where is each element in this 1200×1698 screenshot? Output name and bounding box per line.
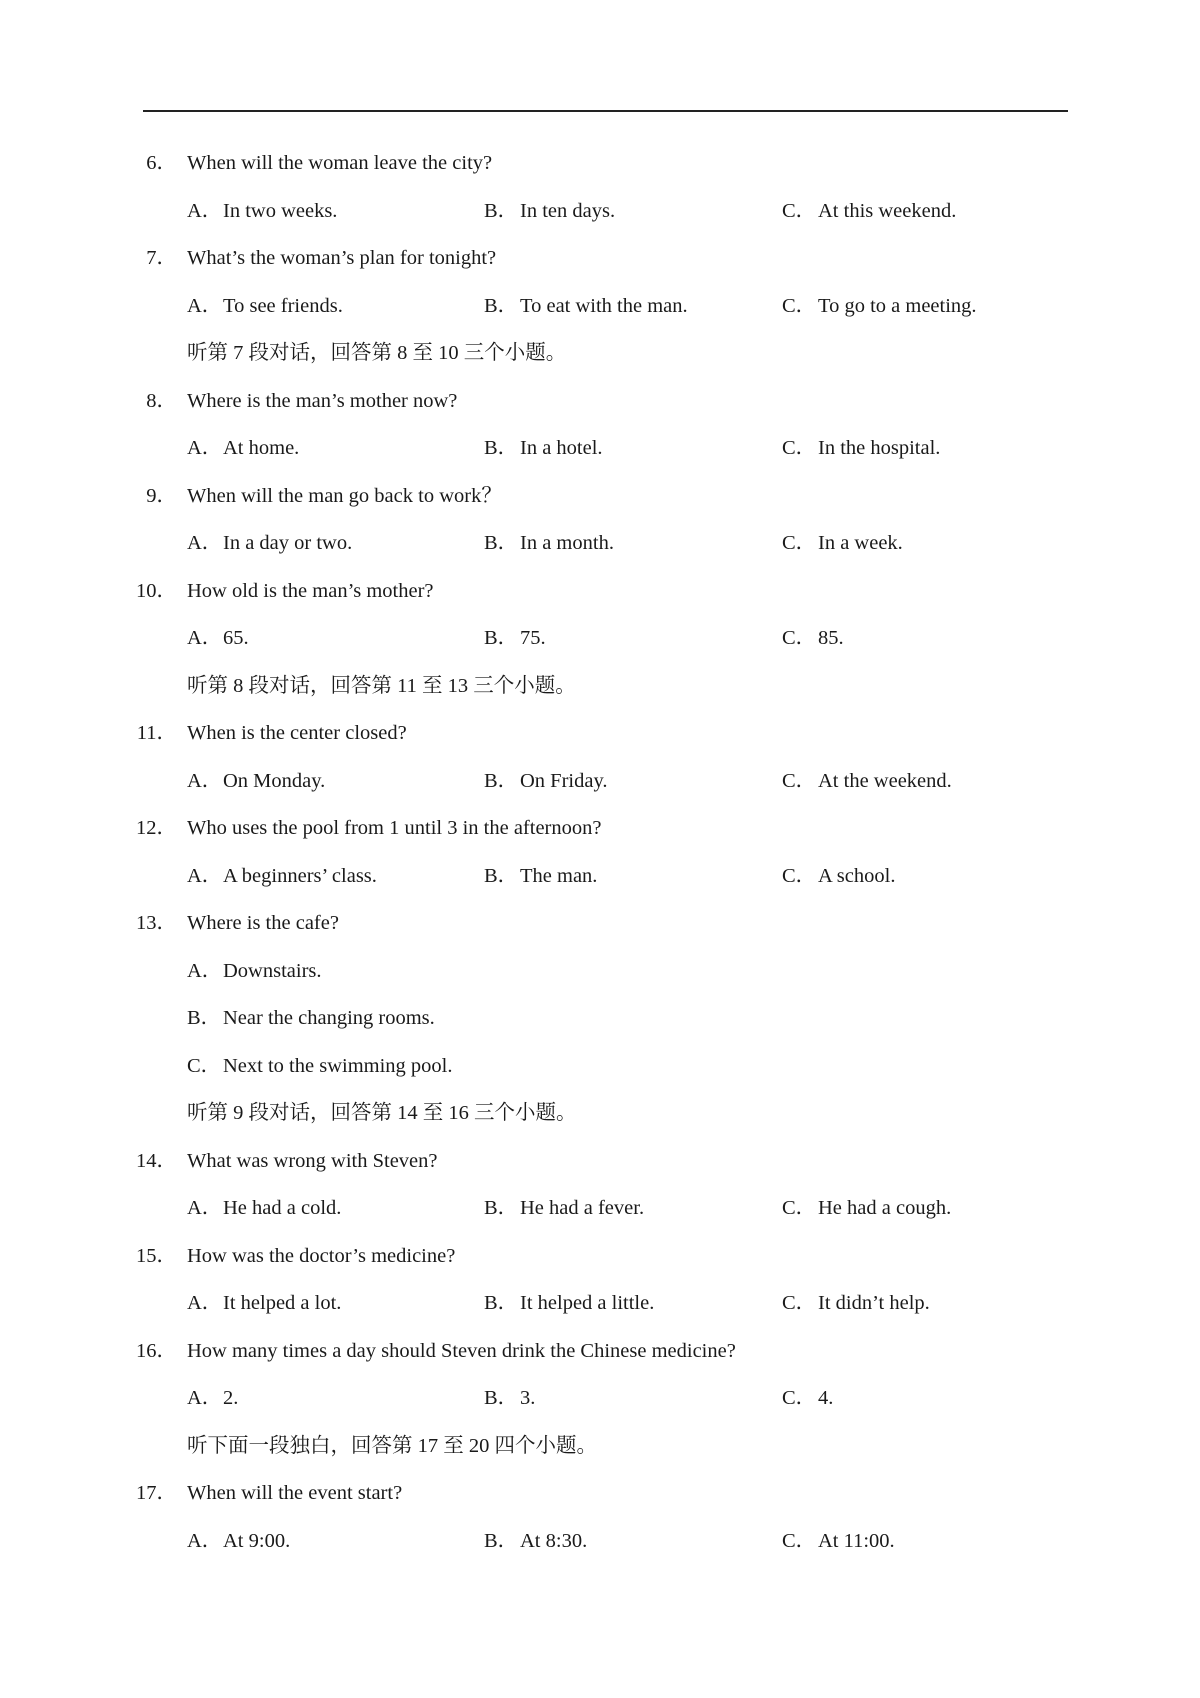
option-text: In a month. xyxy=(520,532,614,554)
option-label: C． xyxy=(782,437,817,459)
option-text: At 8:30. xyxy=(520,1529,588,1552)
question-number: 9． xyxy=(146,484,177,507)
option-label: B． xyxy=(484,1292,519,1314)
question-row xyxy=(0,140,1200,188)
answer-option[interactable] xyxy=(187,1185,341,1233)
option-label: C． xyxy=(782,1292,817,1314)
option-label: C． xyxy=(782,532,817,554)
options-row xyxy=(0,758,1200,806)
option-label: B． xyxy=(484,769,519,792)
answer-option[interactable] xyxy=(187,283,343,331)
option-label: A． xyxy=(187,532,223,554)
option-label: B． xyxy=(484,532,519,554)
answer-option[interactable] xyxy=(782,615,844,663)
option-label: B． xyxy=(484,1387,519,1409)
answer-option[interactable] xyxy=(484,1280,654,1328)
option-text: To eat with the man. xyxy=(520,294,688,317)
question-row xyxy=(0,1233,1200,1281)
question-number: 10． xyxy=(136,579,177,602)
answer-option[interactable] xyxy=(187,615,249,663)
option-label: B． xyxy=(484,1197,519,1219)
answer-option[interactable] xyxy=(484,1185,644,1233)
option-text: At 9:00. xyxy=(223,1529,291,1552)
option-text: In the hospital. xyxy=(818,437,941,459)
option-text: At the weekend. xyxy=(818,769,952,792)
option-label: B． xyxy=(484,627,519,649)
question-text: When will the woman leave the city? xyxy=(187,152,493,174)
options-row xyxy=(0,425,1200,473)
option-text: 2. xyxy=(223,1387,239,1409)
answer-option[interactable] xyxy=(484,425,603,473)
option-text: He had a cold. xyxy=(223,1197,342,1219)
option-label: A． xyxy=(187,294,223,317)
option-text: In a hotel. xyxy=(520,437,603,459)
option-label: B． xyxy=(187,1007,222,1029)
question-number: 6． xyxy=(146,152,177,174)
answer-option[interactable] xyxy=(782,1185,951,1233)
answer-option[interactable] xyxy=(782,758,952,806)
option-text: The man. xyxy=(520,864,598,887)
option-text: In ten days. xyxy=(520,199,616,222)
option-text: He had a fever. xyxy=(520,1197,645,1219)
question-text: Who uses the pool from 1 until 3 in the afternoon? xyxy=(187,817,602,839)
options-row xyxy=(0,283,1200,331)
question-row xyxy=(0,473,1200,521)
option-label: C． xyxy=(782,769,817,792)
question-number: 14． xyxy=(136,1149,177,1172)
option-text: In a week. xyxy=(818,532,903,554)
question-number: 11． xyxy=(136,722,177,744)
section-instruction xyxy=(0,330,1200,378)
option-label: C． xyxy=(187,1054,222,1077)
option-text: 3. xyxy=(520,1387,536,1409)
question-text: What’s the woman’s plan for tonight? xyxy=(187,247,497,269)
option-label: C． xyxy=(782,1529,817,1552)
question-number: 13． xyxy=(136,912,177,934)
question-row xyxy=(0,235,1200,283)
answer-option[interactable] xyxy=(484,1518,587,1566)
answer-option[interactable] xyxy=(484,1375,535,1423)
question-row xyxy=(0,1138,1200,1186)
answer-option[interactable] xyxy=(782,283,977,331)
options-row xyxy=(0,1375,1200,1423)
answer-option[interactable] xyxy=(782,1518,895,1566)
question-row xyxy=(0,1470,1200,1518)
options-row xyxy=(0,615,1200,663)
option-label: A． xyxy=(187,769,223,792)
answer-option[interactable] xyxy=(187,1518,290,1566)
option-label: B． xyxy=(484,1529,519,1552)
section-instruction xyxy=(0,663,1200,711)
option-label: A． xyxy=(187,1387,223,1409)
option-text: It didn’t help. xyxy=(818,1292,930,1314)
answer-option[interactable] xyxy=(782,1280,930,1328)
answer-option[interactable] xyxy=(187,425,299,473)
question-text: Where is the man’s mother now? xyxy=(187,389,458,412)
answer-option[interactable] xyxy=(782,188,956,236)
option-text: A school. xyxy=(818,864,896,887)
question-text: When is the center closed? xyxy=(187,722,407,744)
option-label: B． xyxy=(484,199,519,222)
option-text: On Monday. xyxy=(223,769,326,792)
question-row xyxy=(0,568,1200,616)
answer-option[interactable] xyxy=(187,520,352,568)
question-row xyxy=(0,710,1200,758)
answer-option[interactable] xyxy=(484,283,688,331)
option-label: C． xyxy=(782,1387,817,1409)
question-row xyxy=(0,378,1200,426)
answer-option[interactable] xyxy=(187,995,435,1043)
options-row xyxy=(0,1280,1200,1328)
option-text: In two weeks. xyxy=(223,199,338,222)
answer-option[interactable] xyxy=(187,948,322,996)
option-label: B． xyxy=(484,864,519,887)
question-text: Where is the cafe? xyxy=(187,912,339,934)
option-label: A． xyxy=(187,1292,223,1314)
option-text: 75. xyxy=(520,627,546,649)
option-text: He had a cough. xyxy=(818,1197,952,1219)
option-label: A． xyxy=(187,199,223,222)
option-label: B． xyxy=(484,294,519,317)
option-text: At 11:00. xyxy=(818,1529,895,1552)
question-row xyxy=(0,805,1200,853)
header-rule xyxy=(143,110,1068,112)
option-row xyxy=(0,1043,1200,1091)
option-text: 65. xyxy=(223,627,249,649)
answer-option[interactable] xyxy=(782,425,940,473)
question-row xyxy=(0,900,1200,948)
option-text: Downstairs. xyxy=(223,959,322,982)
question-text: How old is the man’s mother? xyxy=(187,579,434,602)
option-text: To go to a meeting. xyxy=(818,294,977,317)
option-text: A beginners’ class. xyxy=(223,864,377,887)
exam-content xyxy=(0,140,1200,1565)
instruction-text: 听第 8 段对话，回答第 11 至 13 三个小题。 xyxy=(187,674,576,697)
option-text: At this weekend. xyxy=(818,199,957,222)
answer-option[interactable] xyxy=(782,853,895,901)
options-row xyxy=(0,1518,1200,1566)
answer-option[interactable] xyxy=(484,520,614,568)
option-text: Near the changing rooms. xyxy=(223,1007,435,1029)
question-text: How was the doctor’s medicine? xyxy=(187,1244,456,1267)
question-number: 16． xyxy=(136,1339,177,1362)
question-number: 15． xyxy=(136,1244,177,1267)
question-row xyxy=(0,1328,1200,1376)
option-label: A． xyxy=(187,1529,223,1552)
option-label: C． xyxy=(782,864,817,887)
question-text: When will the event start? xyxy=(187,1482,403,1504)
option-label: C． xyxy=(782,199,817,222)
answer-option[interactable] xyxy=(484,615,546,663)
question-text: How many times a day should Steven drink the Chinese medicine? xyxy=(187,1339,736,1362)
question-number: 7． xyxy=(146,247,177,269)
question-text: What was wrong with Steven? xyxy=(187,1149,438,1172)
options-row xyxy=(0,188,1200,236)
option-label: C． xyxy=(782,294,817,317)
option-text: To see friends. xyxy=(223,294,343,317)
answer-option[interactable] xyxy=(187,1280,341,1328)
answer-option[interactable] xyxy=(187,1043,452,1091)
section-instruction xyxy=(0,1423,1200,1471)
section-instruction xyxy=(0,1090,1200,1138)
option-text: 4. xyxy=(818,1387,834,1409)
question-number: 17． xyxy=(136,1482,177,1504)
option-text: On Friday. xyxy=(520,769,608,792)
instruction-text: 听第 9 段对话，回答第 14 至 16 三个小题。 xyxy=(187,1102,577,1124)
answer-option[interactable] xyxy=(484,853,597,901)
option-label: C． xyxy=(782,627,817,649)
option-row xyxy=(0,995,1200,1043)
option-text: In a day or two. xyxy=(223,532,353,554)
instruction-text: 听第 7 段对话，回答第 8 至 10 三个小题。 xyxy=(187,342,567,364)
answer-option[interactable] xyxy=(782,520,903,568)
option-text: 85. xyxy=(818,627,844,649)
option-row xyxy=(0,948,1200,996)
option-text: It helped a little. xyxy=(520,1292,655,1314)
option-label: A． xyxy=(187,959,223,982)
answer-option[interactable] xyxy=(187,853,377,901)
options-row xyxy=(0,1185,1200,1233)
option-label: A． xyxy=(187,627,223,649)
question-number: 12． xyxy=(136,817,177,839)
option-label: A． xyxy=(187,864,223,887)
option-label: A． xyxy=(187,1197,223,1219)
option-label: C． xyxy=(782,1197,817,1219)
answer-option[interactable] xyxy=(187,1375,238,1423)
instruction-text: 听下面一段独白，回答第 17 至 20 四个小题。 xyxy=(187,1434,597,1457)
options-row xyxy=(0,853,1200,901)
answer-option[interactable] xyxy=(187,188,337,236)
answer-option[interactable] xyxy=(187,758,325,806)
answer-option[interactable] xyxy=(484,758,608,806)
question-number: 8． xyxy=(146,389,177,412)
question-text: When will the man go back to work？ xyxy=(187,484,502,507)
option-label: A． xyxy=(187,437,223,459)
answer-option[interactable] xyxy=(484,188,615,236)
option-text: At home. xyxy=(223,437,300,459)
options-row xyxy=(0,520,1200,568)
option-text: It helped a lot. xyxy=(223,1292,342,1314)
answer-option[interactable] xyxy=(782,1375,833,1423)
option-text: Next to the swimming pool. xyxy=(223,1054,453,1077)
option-label: B． xyxy=(484,437,519,459)
